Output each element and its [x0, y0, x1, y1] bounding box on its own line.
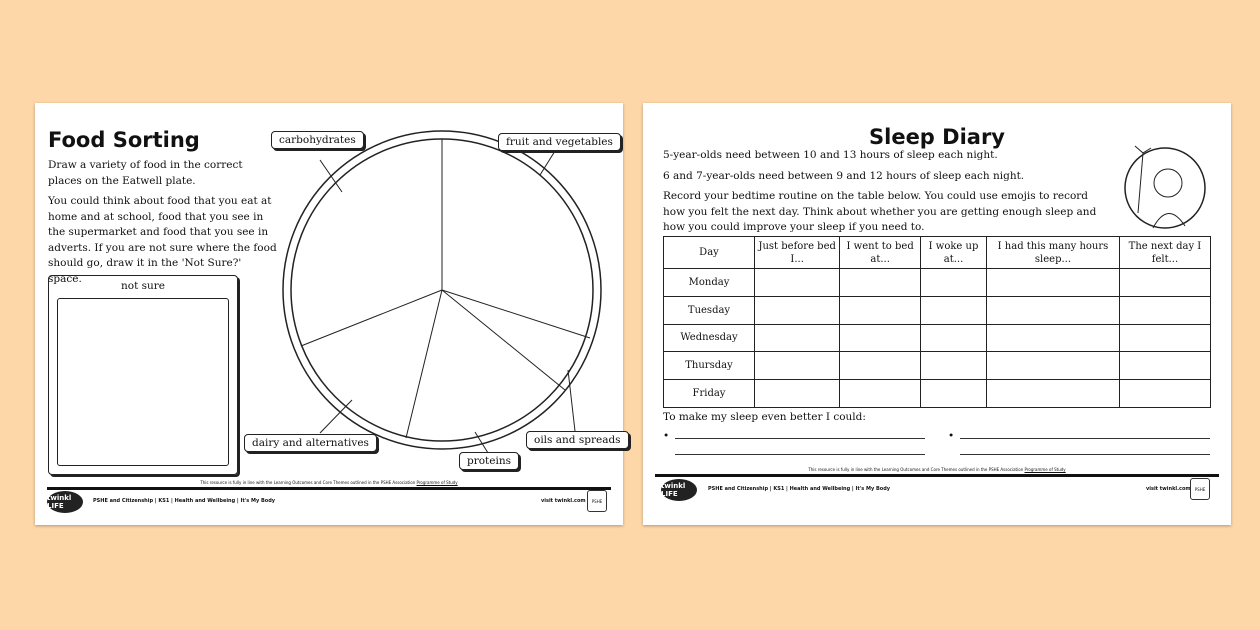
age-5-text: 5-year-olds need between 10 and 13 hours of sleep each night.: [663, 149, 998, 161]
child-illustration-icon: [1113, 138, 1213, 233]
cell[interactable]: [840, 269, 921, 297]
table-row: [664, 296, 1211, 324]
pshe-badge: PSHE: [1190, 478, 1210, 500]
cell[interactable]: [840, 324, 921, 352]
writing-line[interactable]: [675, 438, 925, 439]
cell[interactable]: [755, 352, 840, 380]
instructions-text: Record your bedtime routine on the table below. You could use emojis to record how you felt the next day. Think about whether you are getting enough sleep and how you could improve your sleep if you need to.: [663, 190, 1097, 233]
label-dairy: dairy and alternatives: [244, 434, 377, 452]
header-woke-up: I woke up at...: [920, 237, 986, 269]
table-row: [664, 324, 1211, 352]
page-title: Food Sorting: [48, 128, 200, 152]
sleep-better-prompt: To make my sleep even better I could:: [663, 411, 866, 423]
writing-line[interactable]: [960, 454, 1210, 455]
footer-subject: PSHE and Citizenship | KS1 | Health and Wellbeing | It's My Body: [93, 498, 276, 504]
fine-print: This resource is fully in line with the Learning Outcomes and Core Themes outlined in the PSHE Association Programme of Study: [200, 480, 458, 485]
cell[interactable]: [1119, 269, 1210, 297]
not-sure-label: not sure: [120, 280, 166, 292]
food-sorting-worksheet: [35, 103, 623, 525]
intro-text: Draw a variety of food in the correct places on the Eatwell plate.: [48, 159, 243, 187]
writing-line[interactable]: [675, 454, 925, 455]
cell[interactable]: [1119, 296, 1210, 324]
day-label: Wednesday: [664, 324, 755, 352]
cell[interactable]: [755, 324, 840, 352]
cell[interactable]: [1119, 380, 1210, 408]
pshe-badge: PSHE: [587, 490, 607, 512]
bullet-left: •: [663, 430, 670, 442]
cell[interactable]: [840, 352, 921, 380]
header-day: Day: [664, 237, 755, 269]
sleep-diary-worksheet: [643, 103, 1231, 525]
twinkl-logo: twinkl LIFE: [661, 479, 697, 501]
cell[interactable]: [987, 380, 1120, 408]
table-row: [664, 269, 1211, 297]
cell[interactable]: [987, 269, 1120, 297]
footer-subject: PSHE and Citizenship | KS1 | Health and Wellbeing | It's My Body: [708, 486, 891, 492]
header-hours: I had this many hours sleep...: [987, 237, 1120, 269]
bullet-right: •: [948, 430, 955, 442]
day-label: Friday: [664, 380, 755, 408]
table-row: [664, 352, 1211, 380]
cell[interactable]: [920, 324, 986, 352]
footer-divider: [47, 487, 611, 490]
cell[interactable]: [755, 269, 840, 297]
day-label: Thursday: [664, 352, 755, 380]
page-title: Sleep Diary: [869, 125, 1005, 149]
footer-divider: [655, 474, 1219, 477]
cell[interactable]: [1119, 352, 1210, 380]
eatwell-plate[interactable]: [35, 103, 623, 525]
label-fruit-and-vegetables: fruit and vegetables: [498, 133, 621, 151]
cell[interactable]: [920, 352, 986, 380]
programme-link[interactable]: Programme of Study: [1024, 467, 1066, 472]
cell[interactable]: [840, 380, 921, 408]
cell[interactable]: [920, 380, 986, 408]
cell[interactable]: [840, 296, 921, 324]
cell[interactable]: [987, 296, 1120, 324]
age-6-7-text: 6 and 7-year-olds need between 9 and 12 hours of sleep each night.: [663, 170, 1025, 182]
cell[interactable]: [987, 324, 1120, 352]
cell[interactable]: [920, 269, 986, 297]
cell[interactable]: [987, 352, 1120, 380]
footer-url[interactable]: visit twinkl.com: [541, 498, 586, 504]
twinkl-logo: twinkl LIFE: [47, 491, 83, 513]
header-felt: The next day I felt...: [1119, 237, 1210, 269]
programme-link[interactable]: Programme of Study: [416, 480, 458, 485]
footer-url[interactable]: visit twinkl.com: [1146, 486, 1191, 492]
day-label: Monday: [664, 269, 755, 297]
label-proteins: proteins: [459, 452, 519, 470]
cell[interactable]: [755, 380, 840, 408]
writing-line[interactable]: [960, 438, 1210, 439]
body-text: You could think about food that you eat at home and at school, food that you see in the supermarket and food that you see in adverts. If you are not sure where the food should go, draw it in the 'Not Sure?' space.: [48, 195, 277, 285]
cell[interactable]: [1119, 324, 1210, 352]
table-row: [664, 380, 1211, 408]
sleep-diary-table: [663, 236, 1211, 408]
fine-print: This resource is fully in line with the Learning Outcomes and Core Themes outlined in the PSHE Association Programme of Study: [808, 467, 1066, 472]
table-header-row: [664, 237, 1211, 269]
label-carbohydrates: carbohydrates: [271, 131, 364, 149]
day-label: Tuesday: [664, 296, 755, 324]
header-before-bed: Just before bed I...: [755, 237, 840, 269]
cell[interactable]: [920, 296, 986, 324]
header-bed-time: I went to bed at...: [840, 237, 921, 269]
cell[interactable]: [755, 296, 840, 324]
label-oils-and-spreads: oils and spreads: [526, 431, 629, 449]
